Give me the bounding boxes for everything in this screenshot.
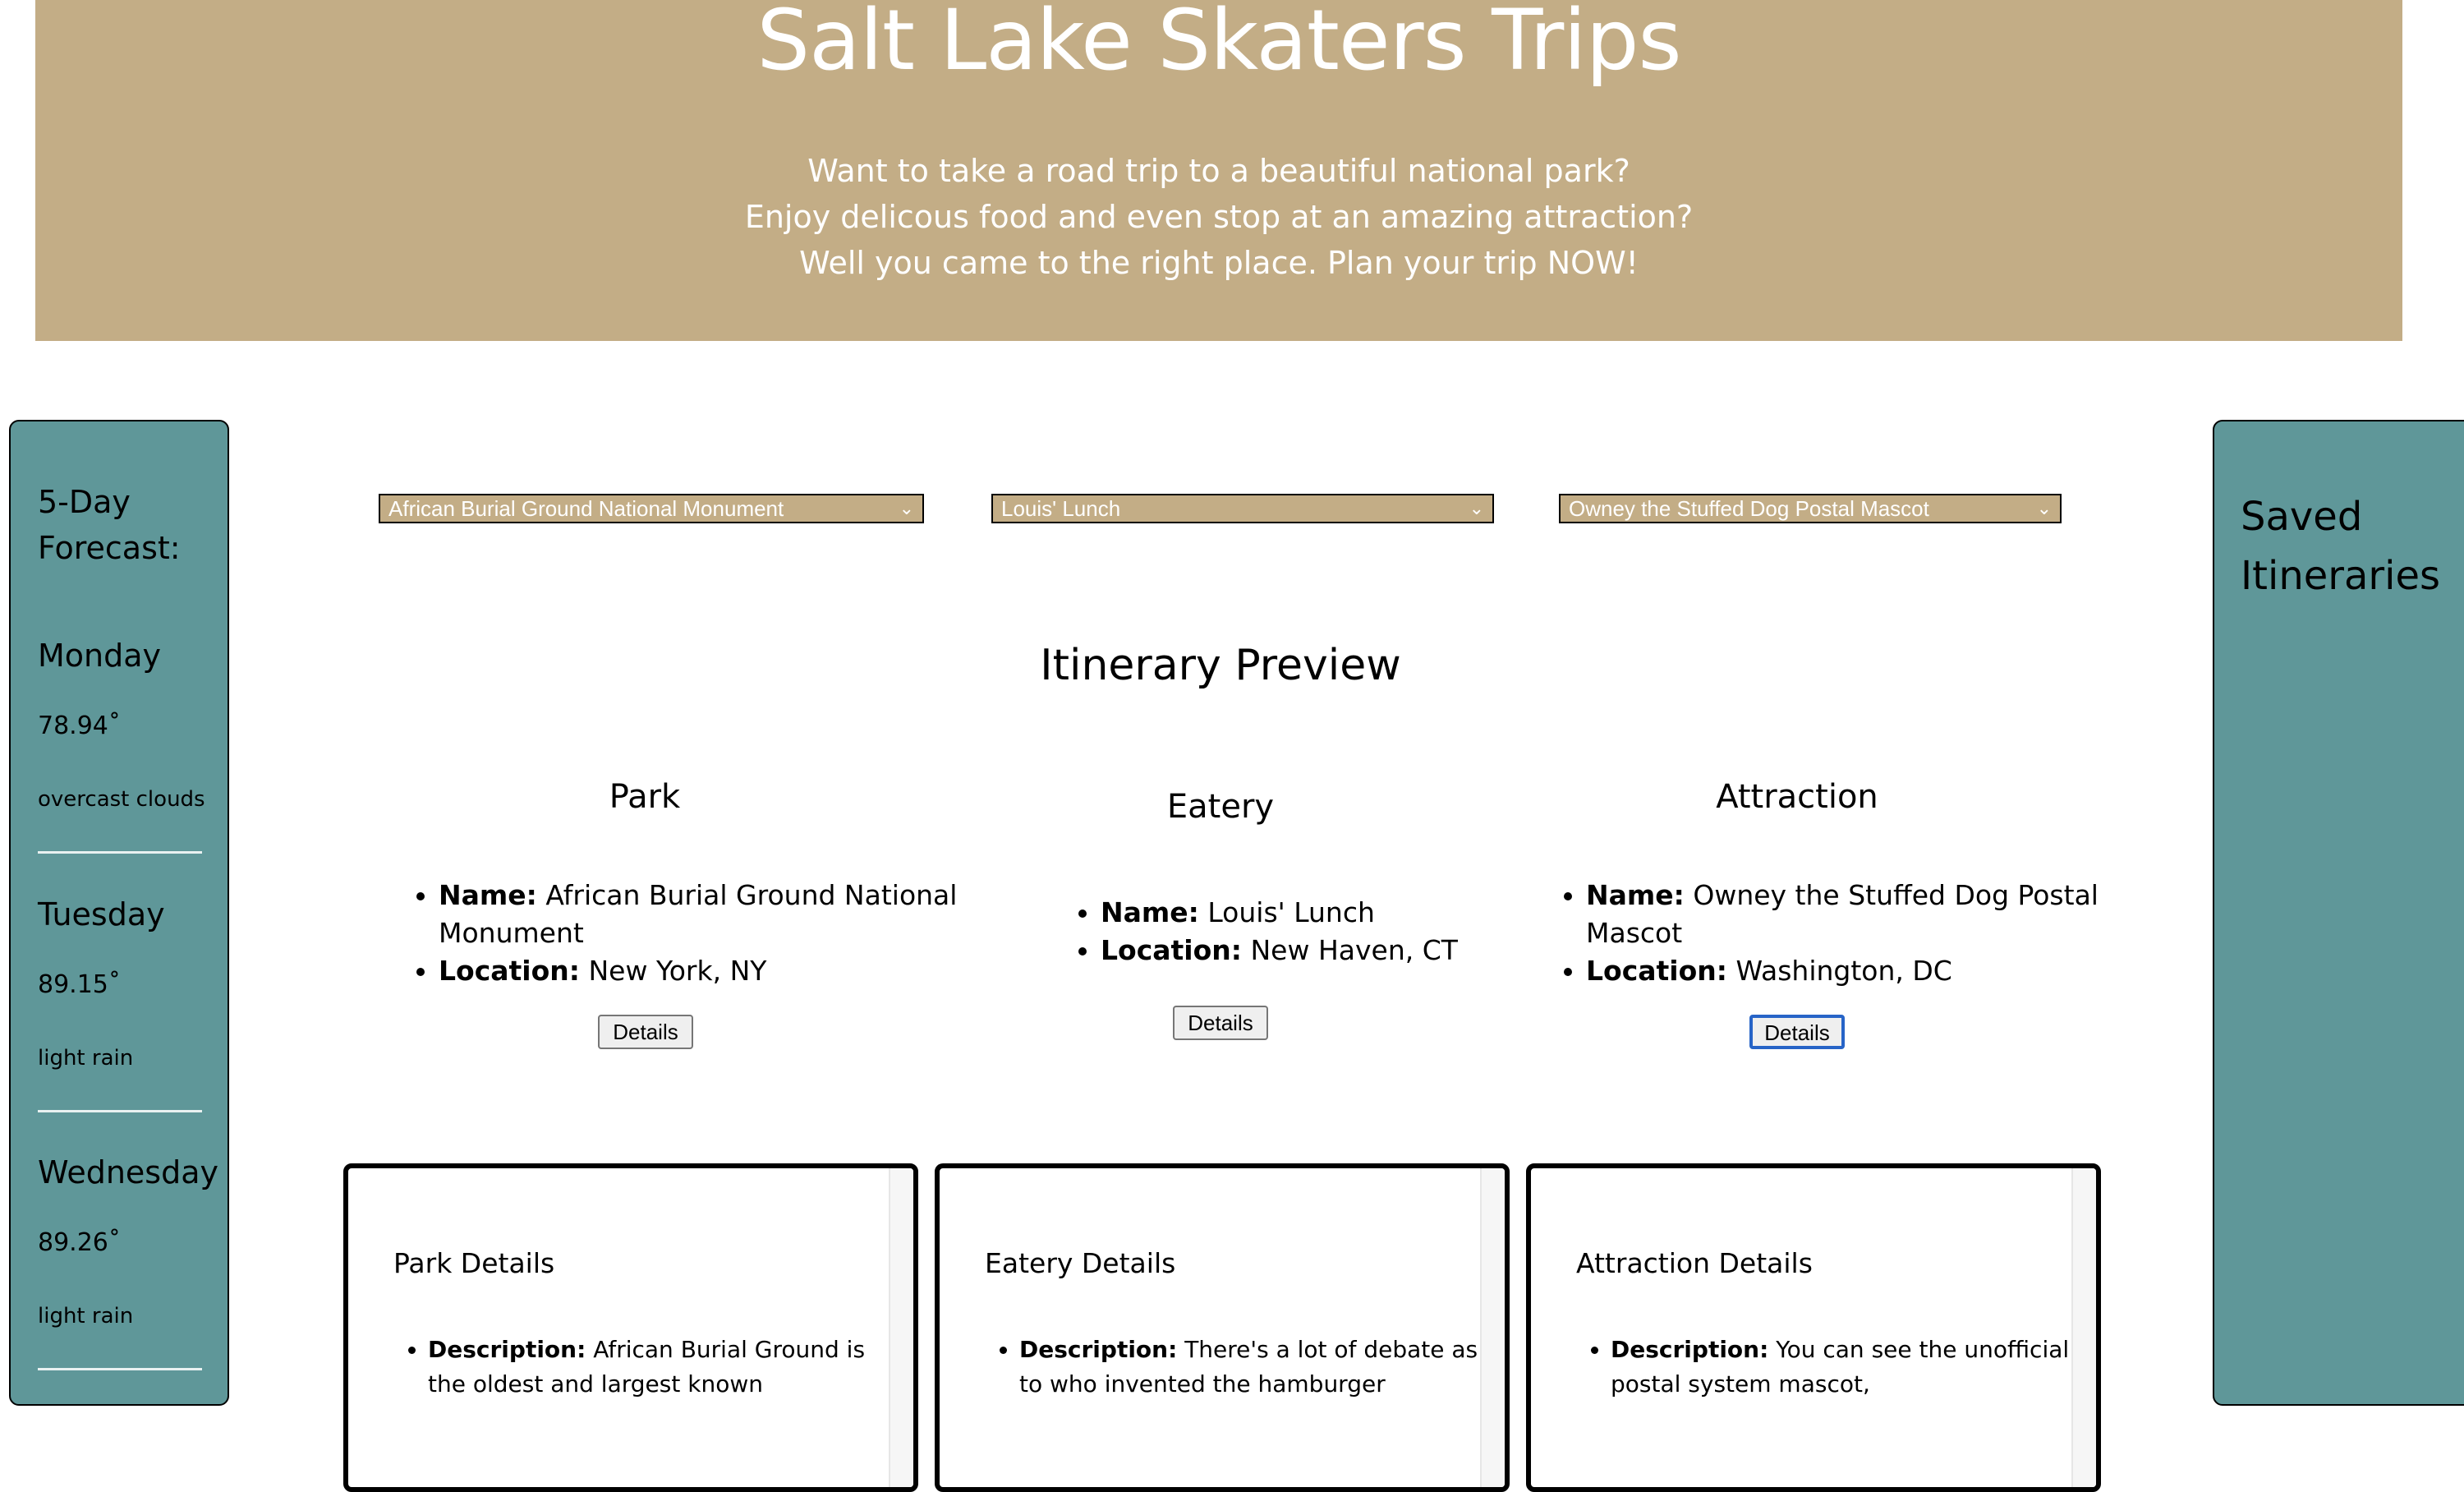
park-heading: Park [609,778,681,816]
list-item [428,1333,888,1402]
park-details-button[interactable]: Details [598,1015,693,1049]
list-item [1611,1333,2071,1402]
list-item [1586,877,2112,952]
attraction-details-title: Attraction Details [1576,1247,1813,1279]
day-description: light rain [38,1046,134,1071]
list-item [439,877,964,952]
attraction-heading: Attraction [1716,778,1878,816]
attraction-location: Washington, DC [1735,955,1952,987]
tagline-line: Well you came to the right place. Plan your trip NOW! [799,245,1639,281]
saved-itineraries-panel [2213,420,2464,1406]
park-details-title: Park Details [393,1247,555,1279]
attraction-details-card[interactable] [1526,1163,2101,1492]
eatery-details-button[interactable]: Details [1173,1006,1268,1040]
eatery-description: There's a lot of debate as to who invented the hamburger [1019,1336,1478,1398]
day-description: light rain [38,1304,134,1329]
park-select-value: African Burial Ground National Monument [388,496,784,521]
day-name: Monday [38,638,162,674]
attraction-details-button[interactable]: Details [1749,1015,1845,1049]
chevron-down-icon: ⌄ [2036,498,2052,518]
park-info-list [406,877,964,990]
tagline-line: Enjoy delicous food and even stop at an amazing attraction? [744,199,1694,235]
attraction-select[interactable] [1559,494,2062,523]
eatery-location: New Haven, CT [1250,934,1458,966]
eatery-details-card[interactable] [935,1163,1510,1492]
name-label: Name: [1101,896,1199,928]
park-name: African Burial Ground National Monument [439,879,958,949]
eatery-select-value: Louis' Lunch [1001,496,1121,521]
day-divider [38,1368,202,1370]
attraction-details-list [1576,1333,2071,1402]
day-name: Wednesday [38,1154,219,1190]
park-select[interactable] [379,494,924,523]
scrollbar[interactable] [1480,1168,1505,1487]
list-item [1586,952,2112,990]
park-description: African Burial Ground is the oldest and largest known [428,1336,866,1398]
attraction-description: You can see the unofficial postal system mascot, [1611,1336,2070,1398]
forecast-title: 5-Day Forecast: [38,484,181,566]
eatery-heading: Eatery [1166,788,1275,826]
list-item [1019,1333,1479,1402]
saved-itineraries-title: Saved Itineraries [2241,494,2441,599]
day-divider [38,851,202,854]
location-label: Location: [1101,934,1242,966]
attraction-name: Owney the Stuffed Dog Postal Mascot [1586,879,2099,949]
location-label: Location: [1586,955,1727,987]
site-title: Salt Lake Skaters Trips [756,0,1681,90]
eatery-info-list [1068,894,1561,969]
day-temperature: 89.26˚ [38,1228,121,1257]
attraction-info-list [1553,877,2112,990]
day-divider [38,1110,202,1112]
eatery-name: Louis' Lunch [1207,896,1375,928]
park-details-card[interactable] [343,1163,918,1492]
chevron-down-icon: ⌄ [1469,498,1484,518]
list-item [1101,894,1561,932]
eatery-details-list [985,1333,1479,1402]
scrollbar[interactable] [889,1168,913,1487]
description-label: Description: [1611,1336,1769,1363]
site-header [35,0,2402,341]
forecast-panel [9,420,229,1406]
attraction-select-value: Owney the Stuffed Dog Postal Mascot [1569,496,1929,521]
scrollbar[interactable] [2071,1168,2096,1487]
park-location: New York, NY [588,955,767,987]
eatery-details-title: Eatery Details [985,1247,1176,1279]
description-label: Description: [1019,1336,1178,1363]
description-label: Description: [428,1336,586,1363]
name-label: Name: [439,879,537,911]
day-temperature: 89.15˚ [38,970,121,999]
list-item [439,952,964,990]
day-temperature: 78.94˚ [38,711,121,740]
name-label: Name: [1586,879,1685,911]
eatery-select[interactable] [991,494,1494,523]
location-label: Location: [439,955,580,987]
list-item [1101,932,1561,969]
itinerary-preview-title: Itinerary Preview [1040,641,1401,690]
day-description: overcast clouds [38,787,205,812]
tagline-line: Want to take a road trip to a beautiful national park? [807,153,1630,189]
tagline [35,148,2402,286]
park-details-list [393,1333,888,1402]
chevron-down-icon: ⌄ [899,498,914,518]
day-name: Tuesday [38,896,165,932]
